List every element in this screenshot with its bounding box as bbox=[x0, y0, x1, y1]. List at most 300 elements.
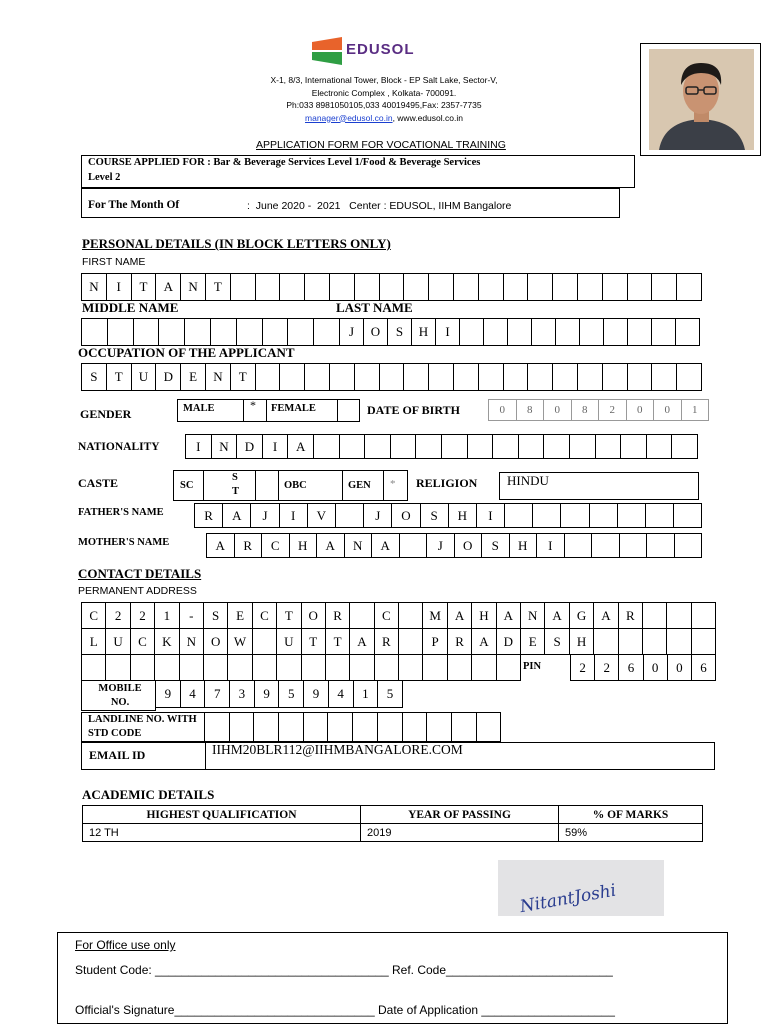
char-cell[interactable] bbox=[578, 363, 603, 391]
char-cell[interactable] bbox=[677, 273, 702, 301]
address-line-2-field[interactable] bbox=[81, 628, 716, 655]
char-cell[interactable] bbox=[256, 363, 281, 391]
landline-cell[interactable] bbox=[205, 712, 230, 742]
char-cell[interactable] bbox=[468, 434, 494, 459]
char-cell[interactable] bbox=[305, 273, 330, 301]
char-cell[interactable] bbox=[228, 654, 252, 681]
address-line-3: Ph:033 8981050105,033 40019495,Fax: 2357-7735 bbox=[286, 100, 482, 110]
char-cell[interactable] bbox=[553, 363, 578, 391]
char-cell[interactable] bbox=[504, 273, 529, 301]
char-cell[interactable]: N bbox=[181, 273, 206, 301]
char-cell[interactable]: I bbox=[107, 273, 132, 301]
char-cell[interactable] bbox=[330, 273, 355, 301]
char-cell[interactable]: R bbox=[195, 503, 223, 528]
landline-cell[interactable] bbox=[230, 712, 255, 742]
char-cell[interactable] bbox=[399, 628, 423, 655]
contact-heading: CONTACT DETAILS bbox=[78, 566, 202, 581]
char-cell[interactable]: W bbox=[228, 628, 252, 655]
char-cell[interactable]: J bbox=[340, 318, 364, 346]
char-cell[interactable] bbox=[185, 318, 211, 346]
landline-field[interactable] bbox=[204, 712, 501, 742]
char-cell[interactable]: A bbox=[350, 628, 374, 655]
char-cell[interactable]: I bbox=[280, 503, 308, 528]
academic-header-row bbox=[83, 806, 703, 824]
char-cell[interactable]: O bbox=[364, 318, 388, 346]
char-cell[interactable]: 8 bbox=[517, 399, 545, 421]
char-cell[interactable] bbox=[497, 654, 521, 681]
char-cell[interactable]: S bbox=[545, 628, 569, 655]
char-cell[interactable] bbox=[619, 628, 643, 655]
mobile-label-cell bbox=[81, 680, 156, 711]
char-cell[interactable]: 2 bbox=[599, 399, 627, 421]
char-cell[interactable]: T bbox=[107, 363, 132, 391]
char-cell[interactable] bbox=[302, 654, 326, 681]
char-cell[interactable]: E bbox=[228, 602, 252, 629]
char-cell[interactable]: E bbox=[521, 628, 545, 655]
landline-cell[interactable] bbox=[328, 712, 353, 742]
char-cell[interactable] bbox=[578, 273, 603, 301]
char-cell[interactable] bbox=[493, 434, 519, 459]
char-cell[interactable]: 1 bbox=[682, 399, 710, 421]
caste-box bbox=[173, 470, 408, 501]
char-cell[interactable] bbox=[375, 654, 399, 681]
char-cell[interactable]: O bbox=[455, 533, 483, 558]
char-cell[interactable] bbox=[448, 654, 472, 681]
mother-name-field[interactable] bbox=[206, 533, 702, 558]
char-cell[interactable] bbox=[528, 273, 553, 301]
office-heading: For Office use only bbox=[75, 938, 176, 952]
char-cell[interactable]: C bbox=[375, 602, 399, 629]
char-cell[interactable] bbox=[667, 628, 691, 655]
char-cell[interactable] bbox=[429, 273, 454, 301]
char-cell[interactable] bbox=[350, 602, 374, 629]
char-cell[interactable] bbox=[253, 654, 277, 681]
edusol-logo-icon bbox=[312, 34, 342, 68]
char-cell[interactable] bbox=[231, 273, 256, 301]
landline-label: LANDLINE NO. WITH STD CODE bbox=[88, 714, 197, 739]
char-cell[interactable] bbox=[442, 434, 468, 459]
char-cell[interactable]: H bbox=[290, 533, 318, 558]
religion-value: HINDU bbox=[507, 473, 549, 488]
char-cell[interactable] bbox=[672, 434, 698, 459]
occupation-label: OCCUPATION OF THE APPLICANT bbox=[78, 345, 295, 360]
char-cell[interactable]: 9 bbox=[255, 680, 280, 708]
qualification-value[interactable]: 12 TH bbox=[83, 824, 361, 842]
address-line-1-field[interactable] bbox=[81, 602, 716, 629]
email-value[interactable]: IIHM20BLR112@IIHMBANGALORE.COM bbox=[212, 742, 463, 757]
char-cell[interactable]: A bbox=[545, 602, 569, 629]
char-cell[interactable]: T bbox=[206, 273, 231, 301]
char-cell[interactable]: G bbox=[570, 602, 594, 629]
char-cell[interactable] bbox=[256, 273, 281, 301]
char-cell[interactable]: S bbox=[388, 318, 412, 346]
char-cell[interactable] bbox=[280, 363, 305, 391]
char-cell[interactable]: 2 bbox=[131, 602, 155, 629]
char-cell[interactable] bbox=[667, 602, 691, 629]
char-cell[interactable] bbox=[305, 363, 330, 391]
char-cell[interactable] bbox=[647, 533, 675, 558]
char-cell[interactable]: V bbox=[308, 503, 336, 528]
father-label: FATHER'S NAME bbox=[78, 507, 164, 518]
applicant-signature bbox=[498, 860, 664, 916]
char-cell[interactable]: J bbox=[364, 503, 392, 528]
char-cell[interactable] bbox=[454, 273, 479, 301]
char-cell[interactable] bbox=[263, 318, 289, 346]
char-cell[interactable]: O bbox=[204, 628, 228, 655]
char-cell[interactable]: C bbox=[131, 628, 155, 655]
pin-label: PIN bbox=[523, 661, 542, 672]
char-cell[interactable]: I bbox=[263, 434, 289, 459]
char-cell[interactable] bbox=[553, 273, 578, 301]
caste-label: CASTE bbox=[78, 476, 119, 490]
char-cell[interactable]: I bbox=[537, 533, 565, 558]
char-cell[interactable] bbox=[621, 434, 647, 459]
char-cell[interactable] bbox=[204, 654, 228, 681]
landline-cell[interactable] bbox=[427, 712, 452, 742]
char-cell[interactable] bbox=[131, 654, 155, 681]
landline-cell[interactable] bbox=[304, 712, 329, 742]
email-row bbox=[81, 742, 715, 770]
char-cell[interactable]: A bbox=[594, 602, 618, 629]
middle-name-field[interactable] bbox=[81, 318, 340, 346]
char-cell[interactable] bbox=[82, 318, 108, 346]
char-cell[interactable] bbox=[628, 273, 653, 301]
char-cell[interactable]: K bbox=[155, 628, 179, 655]
female-label: FEMALE bbox=[271, 403, 316, 414]
char-cell[interactable] bbox=[416, 434, 442, 459]
char-cell[interactable]: 0 bbox=[668, 654, 692, 681]
char-cell[interactable]: N bbox=[180, 628, 204, 655]
char-cell[interactable]: I bbox=[477, 503, 505, 528]
char-cell[interactable]: 0 bbox=[544, 399, 572, 421]
char-cell[interactable]: J bbox=[427, 533, 455, 558]
landline-cell[interactable] bbox=[452, 712, 477, 742]
char-cell[interactable] bbox=[556, 318, 580, 346]
char-cell[interactable] bbox=[454, 363, 479, 391]
char-cell[interactable] bbox=[355, 363, 380, 391]
char-cell[interactable] bbox=[618, 503, 646, 528]
char-cell[interactable] bbox=[533, 503, 561, 528]
char-cell[interactable] bbox=[628, 363, 653, 391]
char-cell[interactable]: A bbox=[288, 434, 314, 459]
char-cell[interactable]: A bbox=[156, 273, 181, 301]
char-cell[interactable] bbox=[429, 363, 454, 391]
mother-label: MOTHER'S NAME bbox=[78, 537, 170, 548]
char-cell[interactable]: N bbox=[206, 363, 231, 391]
char-cell[interactable] bbox=[676, 318, 700, 346]
char-cell[interactable]: 0 bbox=[489, 399, 517, 421]
char-cell[interactable] bbox=[603, 273, 628, 301]
char-cell[interactable]: D bbox=[237, 434, 263, 459]
char-cell[interactable] bbox=[677, 363, 702, 391]
char-cell[interactable]: N bbox=[82, 273, 107, 301]
char-cell[interactable] bbox=[400, 533, 428, 558]
char-cell[interactable] bbox=[479, 363, 504, 391]
char-cell[interactable] bbox=[391, 434, 417, 459]
char-cell[interactable] bbox=[404, 273, 429, 301]
char-cell[interactable] bbox=[340, 434, 366, 459]
char-cell[interactable] bbox=[646, 503, 674, 528]
occupation-field[interactable] bbox=[81, 363, 702, 391]
char-cell[interactable]: S bbox=[82, 363, 107, 391]
char-cell[interactable] bbox=[479, 273, 504, 301]
char-cell[interactable]: S bbox=[482, 533, 510, 558]
char-cell[interactable] bbox=[253, 628, 277, 655]
char-cell[interactable] bbox=[237, 318, 263, 346]
gender-label: GENDER bbox=[80, 407, 132, 421]
char-cell[interactable]: A bbox=[372, 533, 400, 558]
landline-cell[interactable] bbox=[477, 712, 502, 742]
char-cell[interactable] bbox=[155, 654, 179, 681]
char-cell[interactable]: H bbox=[510, 533, 538, 558]
char-cell[interactable]: - bbox=[180, 602, 204, 629]
char-cell[interactable] bbox=[399, 602, 423, 629]
student-code-line[interactable]: Student Code: ___________________________________ Ref. Code_________________________ bbox=[75, 963, 613, 977]
char-cell[interactable]: H bbox=[570, 628, 594, 655]
father-name-field[interactable] bbox=[194, 503, 702, 528]
char-cell[interactable]: N bbox=[521, 602, 545, 629]
char-cell[interactable] bbox=[652, 363, 677, 391]
char-cell[interactable] bbox=[643, 628, 667, 655]
nationality-label: NATIONALITY bbox=[78, 441, 160, 453]
address-line-1: X-1, 8/3, International Tower, Block - EP Salt Lake, Sector-V, bbox=[270, 75, 498, 85]
char-cell[interactable]: R bbox=[326, 602, 350, 629]
char-cell[interactable]: D bbox=[156, 363, 181, 391]
first-name-field[interactable] bbox=[81, 273, 702, 301]
char-cell[interactable] bbox=[565, 533, 593, 558]
char-cell[interactable]: 9 bbox=[156, 680, 181, 708]
caste-st-label: S T bbox=[232, 472, 240, 497]
char-cell[interactable]: I bbox=[186, 434, 212, 459]
last-name-label: LAST NAME bbox=[336, 300, 413, 315]
char-cell[interactable] bbox=[336, 503, 364, 528]
char-cell[interactable] bbox=[159, 318, 185, 346]
char-cell[interactable] bbox=[330, 363, 355, 391]
char-cell[interactable]: 0 bbox=[654, 399, 682, 421]
char-cell[interactable]: L bbox=[82, 628, 106, 655]
char-cell[interactable]: H bbox=[472, 602, 496, 629]
char-cell[interactable]: C bbox=[253, 602, 277, 629]
char-cell[interactable]: 6 bbox=[692, 654, 716, 681]
char-cell[interactable] bbox=[652, 318, 676, 346]
landline-label-cell bbox=[81, 712, 205, 742]
char-cell[interactable] bbox=[380, 363, 405, 391]
char-cell[interactable] bbox=[580, 318, 604, 346]
char-cell[interactable] bbox=[643, 602, 667, 629]
char-cell[interactable] bbox=[180, 654, 204, 681]
char-cell[interactable]: S bbox=[421, 503, 449, 528]
char-cell[interactable]: 2 bbox=[571, 654, 595, 681]
char-cell[interactable] bbox=[380, 273, 405, 301]
char-cell[interactable]: 0 bbox=[627, 399, 655, 421]
char-cell[interactable]: U bbox=[132, 363, 157, 391]
char-cell[interactable]: 9 bbox=[304, 680, 329, 708]
landline-cell[interactable] bbox=[403, 712, 428, 742]
char-cell[interactable] bbox=[288, 318, 314, 346]
char-cell[interactable] bbox=[544, 434, 570, 459]
caste-gen-checkbox[interactable]: * bbox=[390, 478, 396, 490]
char-cell[interactable] bbox=[211, 318, 237, 346]
academic-table bbox=[82, 805, 703, 842]
char-cell[interactable] bbox=[590, 503, 618, 528]
char-cell[interactable] bbox=[561, 503, 589, 528]
char-cell[interactable]: J bbox=[251, 503, 279, 528]
char-cell[interactable]: D bbox=[497, 628, 521, 655]
char-cell[interactable]: 1 bbox=[155, 602, 179, 629]
marks-header: % OF MARKS bbox=[559, 806, 703, 824]
char-cell[interactable] bbox=[596, 434, 622, 459]
landline-cell[interactable] bbox=[378, 712, 403, 742]
landline-cell[interactable] bbox=[279, 712, 304, 742]
mobile-field[interactable] bbox=[155, 680, 403, 708]
char-cell[interactable]: A bbox=[207, 533, 235, 558]
caste-sc-label: SC bbox=[180, 480, 194, 491]
char-cell[interactable] bbox=[604, 318, 628, 346]
char-cell[interactable] bbox=[484, 318, 508, 346]
char-cell[interactable] bbox=[532, 318, 556, 346]
nationality-field[interactable] bbox=[185, 434, 698, 459]
address-line-2: Electronic Complex , Kolkata- 700091. bbox=[311, 87, 457, 98]
char-cell[interactable] bbox=[505, 503, 533, 528]
char-cell[interactable] bbox=[628, 318, 652, 346]
char-cell[interactable] bbox=[423, 654, 447, 681]
char-cell[interactable]: 2 bbox=[106, 602, 130, 629]
char-cell[interactable]: 2 bbox=[595, 654, 619, 681]
char-cell[interactable]: C bbox=[262, 533, 290, 558]
char-cell[interactable]: E bbox=[181, 363, 206, 391]
char-cell[interactable]: 5 bbox=[378, 680, 403, 708]
personal-heading: PERSONAL DETAILS (IN BLOCK LETTERS ONLY) bbox=[82, 236, 391, 251]
religion-label: RELIGION bbox=[416, 476, 478, 490]
char-cell[interactable] bbox=[508, 318, 532, 346]
caste-obc-label: OBC bbox=[284, 480, 307, 491]
char-cell[interactable]: T bbox=[326, 628, 350, 655]
char-cell[interactable]: N bbox=[212, 434, 238, 459]
char-cell[interactable]: R bbox=[448, 628, 472, 655]
char-cell[interactable]: 8 bbox=[572, 399, 600, 421]
char-cell[interactable]: A bbox=[448, 602, 472, 629]
char-cell[interactable]: 5 bbox=[279, 680, 304, 708]
char-cell[interactable] bbox=[674, 503, 702, 528]
first-name-label: FIRST NAME bbox=[82, 256, 146, 268]
pin-field[interactable] bbox=[570, 654, 716, 681]
char-cell[interactable]: T bbox=[132, 273, 157, 301]
char-cell[interactable]: R bbox=[619, 602, 643, 629]
char-cell[interactable]: 4 bbox=[181, 680, 206, 708]
char-cell[interactable] bbox=[314, 434, 340, 459]
char-cell[interactable]: T bbox=[231, 363, 256, 391]
char-cell[interactable] bbox=[692, 602, 716, 629]
char-cell[interactable] bbox=[603, 363, 628, 391]
month-value: : June 2020 - 2021 Center : EDUSOL, IIHM Bangalore bbox=[247, 200, 512, 212]
char-cell[interactable] bbox=[134, 318, 160, 346]
char-cell[interactable]: C bbox=[82, 602, 106, 629]
char-cell[interactable]: A bbox=[497, 602, 521, 629]
signature-text: NitantJoshi bbox=[518, 880, 618, 916]
char-cell[interactable]: T bbox=[302, 628, 326, 655]
char-cell[interactable]: 4 bbox=[329, 680, 354, 708]
course-line-1: COURSE APPLIED FOR : Bar & Beverage Services Level 1/Food & Beverage Services bbox=[88, 157, 481, 168]
char-cell[interactable] bbox=[106, 654, 130, 681]
char-cell[interactable] bbox=[365, 434, 391, 459]
char-cell[interactable]: A bbox=[223, 503, 251, 528]
last-name-field[interactable] bbox=[339, 318, 700, 346]
char-cell[interactable] bbox=[592, 533, 620, 558]
char-cell[interactable] bbox=[675, 533, 703, 558]
official-signature-line[interactable]: Official's Signature______________________________ Date of Application ____________________ bbox=[75, 1003, 615, 1017]
course-line-2: Level 2 bbox=[88, 172, 121, 183]
dob-field[interactable] bbox=[488, 399, 709, 421]
char-cell[interactable]: A bbox=[317, 533, 345, 558]
char-cell[interactable]: P bbox=[423, 628, 447, 655]
char-cell[interactable] bbox=[399, 654, 423, 681]
char-cell[interactable] bbox=[652, 273, 677, 301]
char-cell[interactable] bbox=[326, 654, 350, 681]
address-line-3-field[interactable] bbox=[81, 654, 521, 681]
char-cell[interactable] bbox=[594, 628, 618, 655]
char-cell[interactable] bbox=[692, 628, 716, 655]
char-cell[interactable] bbox=[404, 363, 429, 391]
char-cell[interactable]: T bbox=[277, 602, 301, 629]
char-cell[interactable] bbox=[504, 363, 529, 391]
char-cell[interactable] bbox=[472, 654, 496, 681]
email-label: EMAIL ID bbox=[89, 748, 146, 762]
char-cell[interactable]: 7 bbox=[205, 680, 230, 708]
char-cell[interactable]: H bbox=[412, 318, 436, 346]
middle-name-label: MIDDLE NAME bbox=[82, 300, 179, 315]
char-cell[interactable]: O bbox=[302, 602, 326, 629]
char-cell[interactable]: 1 bbox=[354, 680, 379, 708]
char-cell[interactable] bbox=[82, 654, 106, 681]
char-cell[interactable]: 0 bbox=[644, 654, 668, 681]
char-cell[interactable] bbox=[528, 363, 553, 391]
char-cell[interactable] bbox=[314, 318, 340, 346]
char-cell[interactable] bbox=[277, 654, 301, 681]
char-cell[interactable]: R bbox=[375, 628, 399, 655]
char-cell[interactable] bbox=[647, 434, 673, 459]
char-cell[interactable] bbox=[350, 654, 374, 681]
char-cell[interactable] bbox=[519, 434, 545, 459]
landline-cell[interactable] bbox=[254, 712, 279, 742]
char-cell[interactable] bbox=[460, 318, 484, 346]
char-cell[interactable]: I bbox=[436, 318, 460, 346]
char-cell[interactable]: S bbox=[204, 602, 228, 629]
char-cell[interactable] bbox=[280, 273, 305, 301]
char-cell[interactable]: A bbox=[472, 628, 496, 655]
year-value[interactable]: 2019 bbox=[361, 824, 559, 842]
char-cell[interactable]: O bbox=[392, 503, 420, 528]
religion-field[interactable] bbox=[499, 472, 699, 500]
month-label: For The Month Of bbox=[88, 199, 180, 211]
char-cell[interactable]: U bbox=[277, 628, 301, 655]
course-box bbox=[81, 155, 635, 188]
char-cell[interactable]: U bbox=[106, 628, 130, 655]
char-cell[interactable]: H bbox=[449, 503, 477, 528]
char-cell[interactable]: 6 bbox=[619, 654, 643, 681]
landline-cell[interactable] bbox=[353, 712, 378, 742]
male-checkbox[interactable]: * bbox=[250, 398, 256, 412]
char-cell[interactable] bbox=[620, 533, 648, 558]
char-cell[interactable] bbox=[108, 318, 134, 346]
email-link[interactable]: manager@edusol.co.in bbox=[305, 112, 393, 123]
char-cell[interactable]: 3 bbox=[230, 680, 255, 708]
char-cell[interactable] bbox=[570, 434, 596, 459]
char-cell[interactable]: M bbox=[423, 602, 447, 629]
char-cell[interactable]: R bbox=[235, 533, 263, 558]
char-cell[interactable]: N bbox=[345, 533, 373, 558]
marks-value[interactable]: 59% bbox=[559, 824, 703, 842]
char-cell[interactable] bbox=[355, 273, 380, 301]
